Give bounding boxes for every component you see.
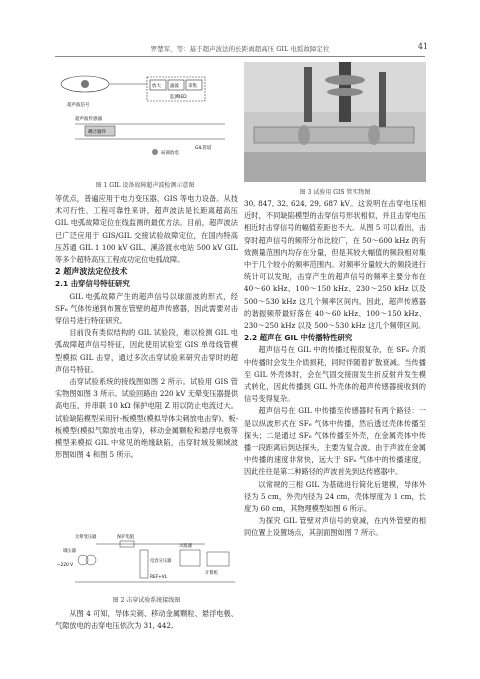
left-paragraph-4: 击穿试验系统的接线图如图 2 所示。试验用 GIS 管实物图如图 3 所示。试验回路由 220 kV 无晕变压器提供高电压，并串联 10 kΩ 保护电阻 Z 用以防止电流过大。试验缺陷模型采用针-板模型(模拟导体尖刺放电击穿)、板-板模型(模拟气隙放电击穿)，移动金属颗粒和悬浮电极等模型来模拟 GIL 中常见的绝缘缺陷，击穿时域及频域波形图如图 4 和图 5 所示。 bbox=[55, 377, 239, 460]
fig2-regulator: 调压器 bbox=[63, 549, 76, 554]
left-column-bottom bbox=[55, 608, 238, 632]
fig1-sensor: 超声波传感器 bbox=[75, 117, 102, 122]
fig2-divider: 电容分压器 bbox=[150, 559, 172, 564]
fig2-transformer: 无晕变压器 bbox=[75, 535, 97, 540]
right-paragraph-2: 超声信号在 GIL 中的传播过程很复杂，在 SF₆ 介质中传播时会发生介质损耗，同时伴随着扩散衰减。当传播至 GIL 外壳体时，会在气固交接面发生折反射并发生模式转化，因此传播到 GIL 外壳体的超声传感器接收到的信号变得复杂。 bbox=[244, 345, 426, 404]
figure-3-photo bbox=[244, 62, 426, 182]
section-2-1-heading: 2.1 击穿信号特征研究 bbox=[55, 279, 130, 289]
section-2-2-heading: 2.2 超声在 GIL 中传播特性研究 bbox=[244, 333, 353, 343]
fig2-ref: REF+VL bbox=[150, 575, 168, 580]
figure-1-diagram bbox=[55, 64, 235, 174]
left-paragraph-3: 目前没有类似结构的 GIL 试验段，难以检测 GIL 电弧故障超声信号特征，因此使用试验室 GIS 单母线管模型模拟 GIL 击穿，通过多次击穿试验来研究击穿时的超声信号特征。 bbox=[55, 328, 238, 374]
left-column bbox=[55, 193, 238, 461]
fig2-computer: 计算机 bbox=[205, 571, 218, 576]
fig1-pipe: GIL管道 bbox=[195, 146, 212, 151]
fig1-coupling: 耦合器件 bbox=[88, 130, 106, 135]
fig2-scope: 示波器 bbox=[179, 544, 192, 549]
header-rule bbox=[55, 56, 425, 57]
right-paragraph-1: 30, 847, 32, 624, 29, 687 kV。这说明在击穿电压相近时，不同缺陷模型的击穿信号形状相似，并且击穿电压相近时击穿信号的幅值差距也不大。从图 5 可以看出，击穿时超声信号的频带分布比较广，在 50～600 kHz 的有效测量范围内均存在分量，但是其较大幅值的频段相对集中于几个较小的频率范围内。对频率分量较大的频段进行统计可以发现，击穿产生的超声信号的频率主要分布在 40～60 kHz、100～150 kHz、230～250 kHz 以及 500～530 kHz 这几个频率区间内。因此，超声传感器的谐振频带最好落在 40～60 kHz、100～150 kHz、230～250 kHz 以及 500～530 kHz 这几个频带区间。 bbox=[244, 199, 426, 331]
figure-2-diagram bbox=[55, 532, 238, 592]
right-paragraph-5: 为探究 GIL 管壁对声信号的衰减，在内外管壁的相同位置上设置场点，其剖面图如图 7 所示。 bbox=[244, 516, 426, 538]
right-paragraph-3: 超声信号在 GIL 中传播至传感器时有两个路径：一是以纵波形式在 SF₆ 气体中传播，然后透过壳体传播至探头；二是通过 SF₆ 气体传播至外壳，在金属壳体中传播一段距离后到达探头，主要为复合波。由于声波在金属中传播的速度非常快，远大于 SF₆ 气体中的传播速度，因此往往是第二种路径的声波首先到达传感器中。 bbox=[244, 406, 426, 477]
right-column bbox=[244, 198, 426, 540]
fig1-amp: 放大 bbox=[152, 84, 161, 89]
fig1-monitor: 监测IED bbox=[170, 95, 187, 100]
fig1-filter: 滤波 bbox=[170, 84, 179, 89]
fig2-resistor: 保护电阻 bbox=[117, 535, 135, 540]
fig2-voltage: ~220 V bbox=[57, 563, 74, 568]
fig1-acq: 采集 bbox=[188, 84, 197, 89]
left-paragraph-1: 等优点，普遍应用于电力变压器、GIS 等电力设备。从技术可行性、工程可靠性来讲，超声波法是长距离超高压 GIL 电弧故障定位在线监测的最优方法。目前，超声波法已广泛应用于 GIS/GIL 交接试验故障定位，在国内特高压苏通 GIL 1 100 kV GIL、溪洛渡水电站 500 kV GIL 等多个超特高压工程成功定位电弧故障。 bbox=[55, 194, 238, 265]
page-number: 41 bbox=[417, 42, 428, 51]
left-paragraph-2: GIL 电弧故障产生的超声信号以球面波的形式，经 SF₆ 气体传递到布置在管壁的超声传感器，因此需要对击穿信号进行特征研究。 bbox=[55, 291, 238, 326]
figure-2-caption: 图 2 击穿试验系统接线图 bbox=[112, 597, 181, 604]
running-header: 罗楚军，等：基于超声波法的长距离超高压 GIL 电弧故障定位 bbox=[150, 45, 330, 53]
fig1-discharge: 局部放电 bbox=[161, 151, 179, 156]
right-paragraph-4: 以常规的三相 GIL 为基础进行简化后建模，导体外径为 5 cm，外壳内径为 24 cm，壳体厚度为 1 cm，长度为 60 cm，其物理模型如图 6 所示。 bbox=[244, 479, 426, 514]
section-2-heading: 2 超声波法定位技术 bbox=[55, 267, 128, 277]
figure-3-caption: 图 3 试验用 GIS 管实物图 bbox=[299, 189, 371, 196]
left-paragraph-5: 从图 4 可知，导体尖刺、移动金属颗粒、悬浮电极、气隙放电的击穿电压依次为 31, 442, bbox=[55, 609, 238, 631]
figure-1-caption: 图 1 GIL 设备故障超声波检测示意图 bbox=[95, 182, 195, 189]
fig1-ultra: 超声波信号 bbox=[67, 103, 90, 108]
